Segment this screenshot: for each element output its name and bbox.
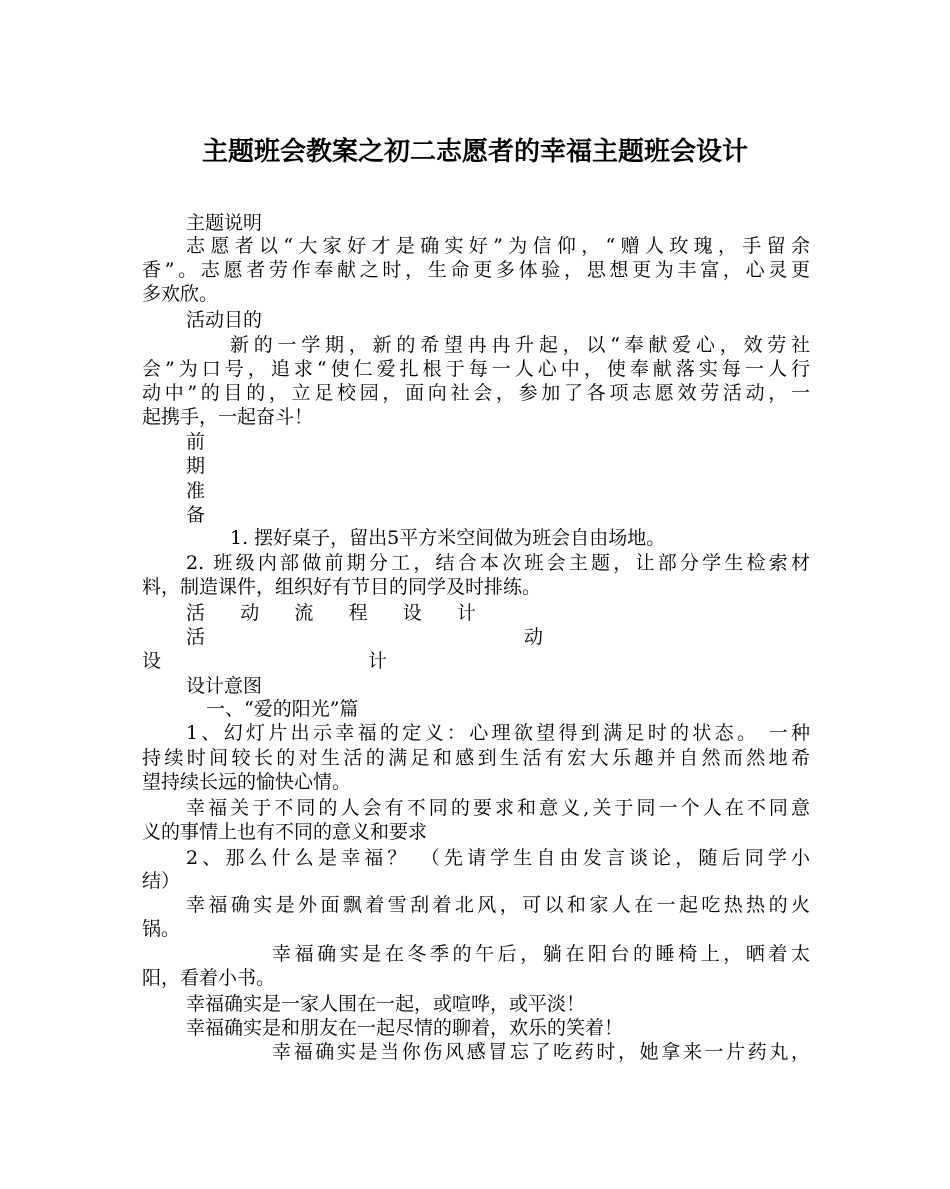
paragraph-line: 幸福确实是外面飘着雪刮着北风，可以和家人在一起吃热热的火: [186, 894, 810, 916]
heading-preparation-char: 前: [186, 431, 206, 453]
list-item: 1. 摆好桌子，留出5平方米空间做为班会自由场地。: [230, 527, 666, 549]
heading-preparation-char: 期: [186, 455, 206, 477]
heading-preparation-char: 准: [186, 480, 206, 502]
paragraph-line: 多欢欣。: [142, 283, 219, 305]
paragraph-line: 锅。: [142, 918, 181, 940]
heading-activity-flow: 活 动 流 程 设 计: [186, 602, 476, 624]
paragraph-line: 望持续长远的愉快心情。: [142, 771, 352, 793]
paragraph-line: 持续时间较长的对生活的满足和感到生活有宏大乐趣并自然而然地希: [142, 747, 810, 769]
document-title: 主题班会教案之初二志愿者的幸福主题班会设计: [201, 137, 748, 167]
paragraph-line: 幸福确实是在冬季的午后，躺在阳台的睡椅上，晒着太: [272, 943, 810, 965]
paragraph-line: 幸福关于不同的人会有不同的要求和意义,关于同一个人在不同意: [186, 797, 810, 819]
section-heading: 一、“爱的阳光”篇: [206, 698, 359, 720]
paragraph-line: 起携手，一起奋斗！: [142, 406, 314, 428]
table-header-char: 计: [368, 650, 388, 672]
heading-activity-purpose: 活动目的: [186, 309, 263, 331]
table-header-char: 动: [524, 626, 544, 648]
paragraph-line: 会”为口号，追求“使仁爱扎根于每一人心中，使奉献落实每一人行: [142, 358, 810, 380]
paragraph-line: 幸福确实是和朋友在一起尽情的聊着，欢乐的笑着！: [186, 1017, 624, 1039]
paragraph-line: 阳，看着小书。: [142, 967, 276, 989]
heading-preparation-char: 备: [186, 504, 206, 526]
paragraph-line: 新的一学期，新的希望冉冉升起，以“奉献爱心，效劳社: [230, 334, 810, 356]
paragraph-line: 料，制造课件，组织好有节目的同学及时排练。: [142, 576, 542, 598]
paragraph-line: 2、那么什么是幸福？ （先请学生自由发言谈论，随后同学小: [186, 847, 810, 869]
paragraph-line: 动中”的目的，立足校园，面向社会，参加了各项志愿效劳活动，一: [142, 382, 810, 404]
heading-theme-description: 主题说明: [186, 212, 263, 234]
table-header-char: 设: [142, 650, 162, 672]
paragraph-line: 香”。志愿者劳作奉献之时，生命更多体验，思想更为丰富，心灵更: [142, 259, 810, 281]
paragraph-line: 志愿者以“大家好才是确实好”为信仰，“赠人玫瑰，手留余: [186, 235, 810, 257]
list-item: 2. 班级内部做前期分工，结合本次班会主题，让部分学生检索材: [186, 552, 810, 574]
paragraph-line: 结）: [142, 870, 181, 892]
table-header-char: 活: [186, 626, 206, 648]
paragraph-line: 幸福确实是一家人围在一起，或喧哗，或平淡！: [186, 993, 586, 1015]
paragraph-line: 幸福确实是当你伤风感冒忘了吃药时，她拿来一片药丸，: [272, 1041, 810, 1063]
table-header: 设计意图: [186, 675, 263, 697]
paragraph-line: 1、幻灯片出示幸福的定义：心理欲望得到满足时的状态。 一种: [186, 722, 810, 744]
paragraph-line: 义的事情上也有不同的意义和要求: [142, 821, 428, 843]
